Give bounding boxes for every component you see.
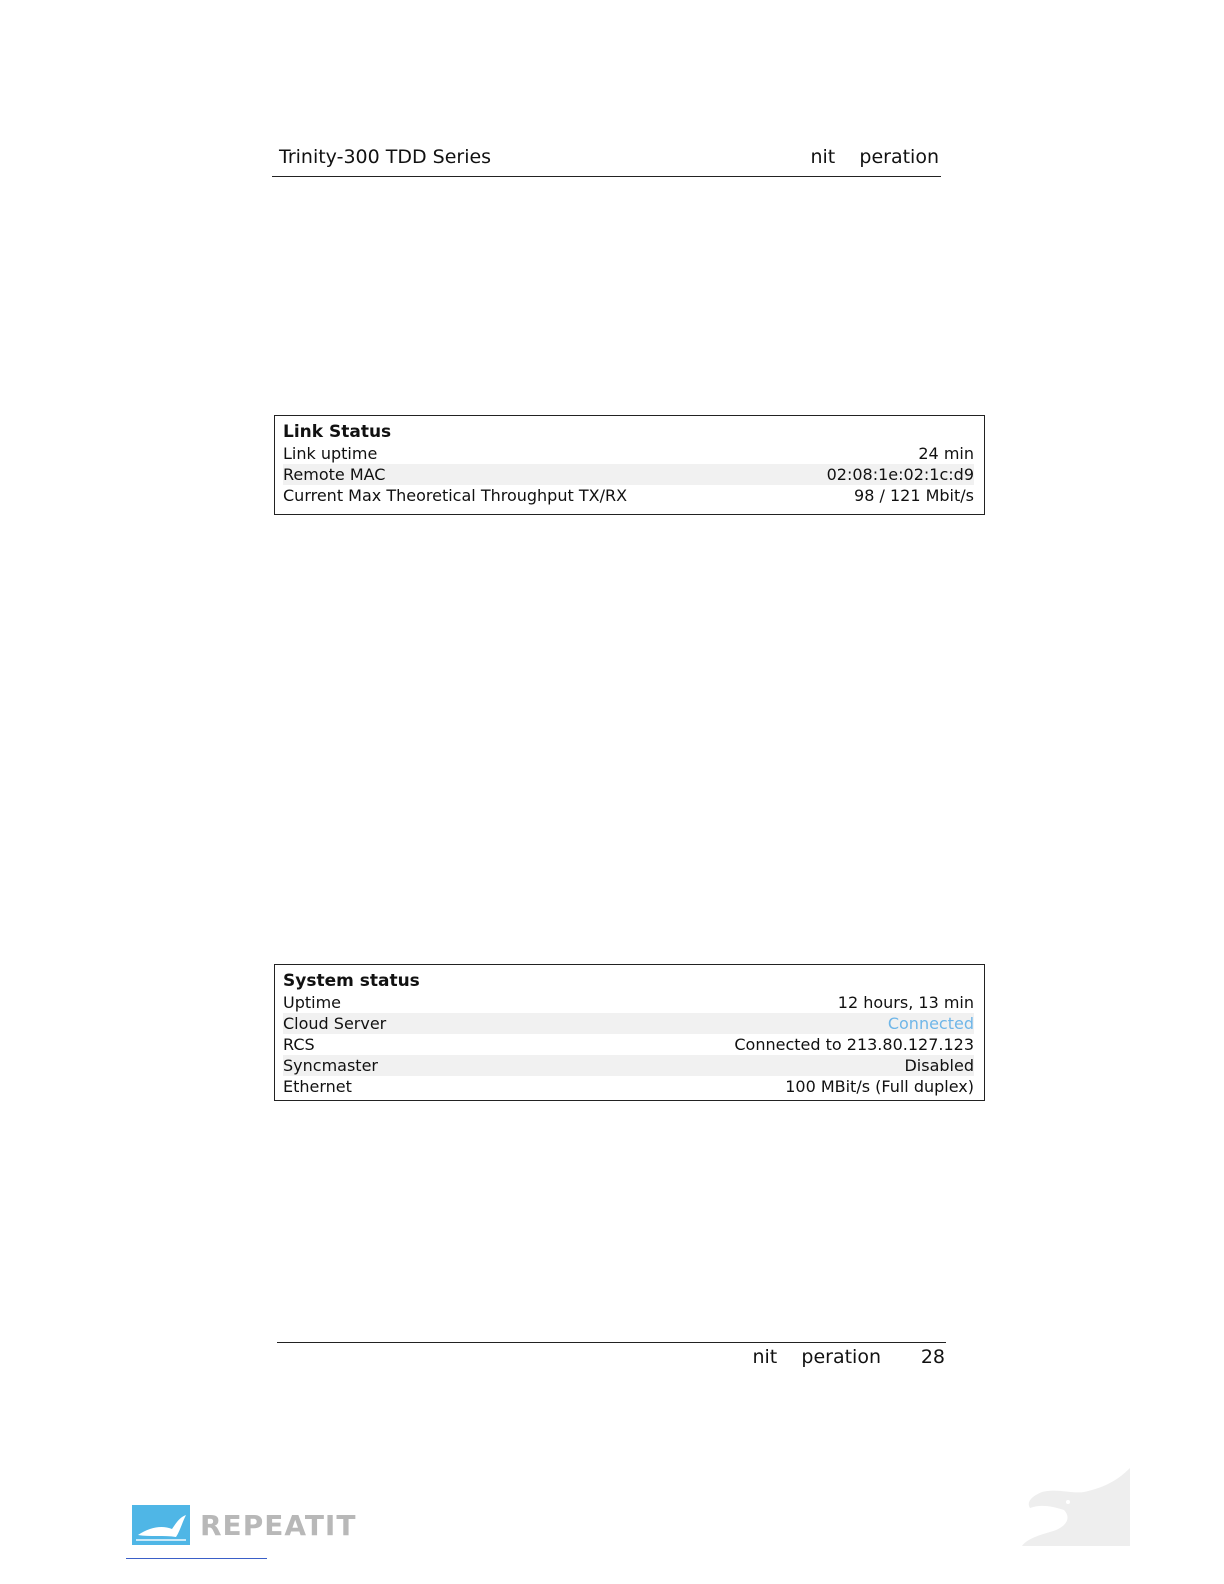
row-value: Disabled	[904, 1056, 974, 1075]
logo-underline	[126, 1558, 267, 1559]
row-label: Ethernet	[283, 1077, 352, 1096]
row-value: 24 min	[918, 444, 974, 463]
system-status-panel	[274, 964, 985, 1101]
header-title: Trinity-300 TDD Series	[279, 146, 492, 168]
row-label: Cloud Server	[283, 1014, 387, 1033]
row-value: 12 hours, 13 min	[837, 993, 974, 1012]
row-label: Link uptime	[283, 444, 378, 463]
row-label: Remote MAC	[283, 465, 386, 484]
repeatit-logo-icon	[132, 1505, 190, 1545]
footer-section: nit peration	[752, 1346, 881, 1368]
repeatit-logo	[132, 1505, 356, 1545]
header-rule	[272, 176, 941, 177]
table-row	[283, 1013, 974, 1034]
table-row	[283, 1034, 974, 1055]
row-label: Current Max Theoretical Throughput TX/RX	[283, 486, 628, 505]
link-status-title: Link Status	[283, 422, 392, 442]
table-row	[283, 485, 974, 506]
row-value: Connected to 213.80.127.123	[734, 1035, 974, 1054]
row-value: 98 / 121 Mbit/s	[854, 486, 974, 505]
system-status-title: System status	[283, 971, 420, 991]
header-section: nit peration	[810, 146, 939, 168]
page-number: 28	[920, 1346, 945, 1368]
table-row	[283, 992, 974, 1013]
table-row	[283, 443, 974, 464]
row-value: 02:08:1e:02:1c:d9	[826, 465, 974, 484]
row-label: Syncmaster	[283, 1056, 378, 1075]
table-row	[283, 464, 974, 485]
mascot-icon	[1020, 1466, 1132, 1546]
link-status-panel	[274, 415, 985, 515]
logo-text: REPEATIT	[200, 1508, 357, 1542]
table-row	[283, 1055, 974, 1076]
row-label: Uptime	[283, 993, 342, 1012]
table-row	[283, 1076, 974, 1097]
footer-rule	[277, 1342, 946, 1343]
row-label: RCS	[283, 1035, 315, 1054]
row-value: 100 MBit/s (Full duplex)	[785, 1077, 974, 1096]
cloud-server-status: Connected	[887, 1014, 974, 1033]
